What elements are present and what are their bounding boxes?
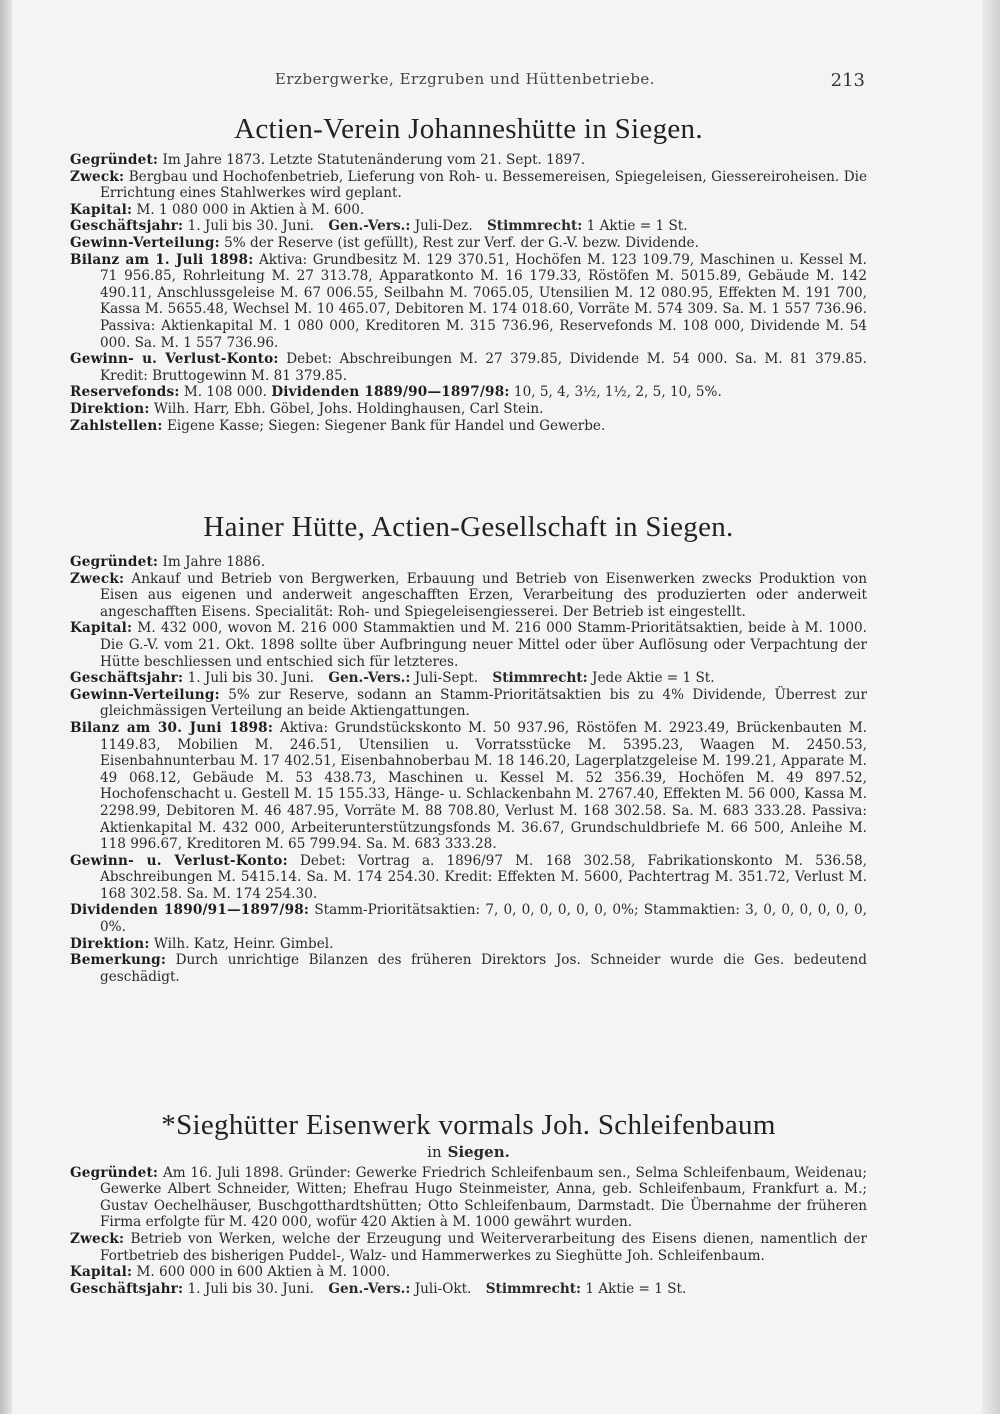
capital-line [70,620,867,670]
purpose-line [70,1231,867,1264]
fiscal-year-label: Geschäftsjahr: [70,218,184,235]
founded-text: Im Jahre 1886. [162,554,266,570]
capital-text: M. 432 000, wovon M. 216 000 Stammaktien und M. 216 000 Stamm-Prioritätsaktien, beide à M. 1000. Die G.-V. vom 21. Okt. 1898 sollte über Aufbringung neuer Mittel oder über Auflösung oder Verpachtung der Hütte beschliessen und entschied sich für letzteres. [100,620,867,670]
scan-left-edge [0,0,12,1414]
company-title: Actien-Verein Johanneshütte in Siegen. [234,113,703,145]
directorate-label: Direktion: [70,935,150,952]
fiscal-year-text: 1. Juli bis 30. Juni. [187,670,315,687]
purpose-text: Betrieb von Werken, welche der Erzeugung und Weiterverarbeitung des Eisens dienen, namentlich der Fortbetrieb des bisherigen Puddel-, Walz- und Hammerwerkes zu Sieghütte Joh. Schleifenbaum. [100,1230,867,1264]
dividends-text: 10, 5, 4, 3½, 1½, 2, 5, 10, 5%. [513,384,722,401]
location-place: Siegen. [447,1143,510,1161]
balance-label: Bilanz am 1. Juli 1898: [70,251,254,268]
balance-label: Bilanz am 30. Juni 1898: [70,719,274,736]
founded-line [70,554,867,571]
reserve-fund-line [70,384,867,401]
profit-distribution-line [70,687,867,720]
page-number: 213 [830,70,865,91]
purpose-label: Zweck: [70,570,125,587]
profit-loss-text: Debet: Vortrag a. 1896/97 M. 168 302.58, Fabrikationskonto M. 536.58, Abschreibungen M. 5415.14. Sa. M. 174 254.30. Kredit: Effekten M. 5600, Pachtertrag M. 351.72, Verlust M. 168 302.58. Sa. M. 174 254.30. [100,852,867,902]
dividends-label: Dividenden 1890/91—1897/98: [70,902,310,919]
profit-distribution-label: Gewinn-Verteilung: [70,234,220,251]
directorate-line [70,936,867,953]
founded-label: Gegründet: [70,152,159,168]
company-title: Hainer Hütte, Actien-Gesellschaft in Siegen. [203,511,734,543]
company-title: *Sieghütter Eisenwerk vormals Joh. Schleifenbaum [161,1109,776,1141]
purpose-line [70,571,867,621]
founded-text: Am 16. Juli 1898. Gründer: Gewerke Friedrich Schleifenbaum sen., Selma Schleifenbaum, Weidenau; Gewerke Albert Schneider, Witten; Ehefrau Hugo Steinmeister, Anna, geb. Schleifenbaum, Frankfurt a. M.; Gustav Oechelhäuser, Buschgotthardtshütten; Otto Schleifenbaum, Darmstadt. Die Übernahme der früheren Firma erfolgte für M. 420 000, wofür 420 Aktien à M. 1000 gewährt wurden. [100,1164,867,1231]
general-meeting-text: Juli-Sept. [414,670,479,687]
fiscal-year-text: 1. Juli bis 30. Juni. [187,218,315,235]
capital-text: M. 600 000 in 600 Aktien à M. 1000. [136,1264,391,1281]
company-entry-sieghuetter-eisenwerk [70,1108,867,1297]
capital-label: Kapital: [70,201,133,218]
reserve-fund-text: M. 108 000. [183,384,267,401]
directorate-line [70,401,867,418]
fiscal-year-line [70,1281,867,1298]
paying-agents-text: Eigene Kasse; Siegen: Siegener Bank für Handel und Gewerbe. [166,417,606,434]
profit-distribution-text: 5% zur Reserve, sodann an Stamm-Prioritätsaktien bis zu 4% Dividende, Überrest zur gleichmässigen Verteilung an beide Aktiengattungen. [100,686,868,720]
directorate-text: Wilh. Harr, Ebh. Göbel, Johs. Holdinghausen, Carl Stein. [153,400,544,417]
voting-right-text: 1 Aktie = 1 St. [585,1280,687,1297]
purpose-text: Ankauf und Betrieb von Bergwerken, Erbauung und Betrieb von Eisenwerken zwecks Produktion von Eisen aus eigenen und anderweit angeschafften Erzen, Verarbeitung des produzierten oder anderweit angeschafften Eisens. Specialität: Roh- und Spiegeleisengiesserei. Der Betrieb ist eingestellt. [100,570,867,620]
capital-line [70,202,867,219]
directorate-label: Direktion: [70,400,150,417]
founded-line [70,1165,867,1231]
capital-label: Kapital: [70,1264,133,1281]
purpose-text: Bergbau und Hochofenbetrieb, Lieferung von Roh- u. Bessemereisen, Spiegeleisen, Giessereiroheisen. Die Errichtung eines Stahlwerkes wird geplant. [100,168,867,202]
company-location [70,1144,867,1161]
founded-text: Im Jahre 1873. Letzte Statutenänderung vom 21. Sept. 1897. [162,152,586,168]
running-header [0,70,1000,94]
running-title: Erzbergwerke, Erzgruben und Hüttenbetriebe. [274,70,656,88]
location-prefix: in [427,1143,442,1161]
profit-loss-label: Gewinn- u. Verlust-Konto: [70,852,288,869]
voting-right-label: Stimmrecht: [492,670,588,687]
fiscal-year-text: 1. Juli bis 30. Juni. [187,1280,315,1297]
remark-label: Bemerkung: [70,952,167,969]
remark-text: Durch unrichtige Bilanzen des früheren Direktors Jos. Schneider wurde die Ges. bedeutend geschädigt. [100,952,867,985]
voting-right-text: Jede Aktie = 1 St. [592,670,715,687]
profit-loss-line [70,853,867,903]
balance-text: Aktiva: Grundstückskonto M. 50 937.96, Röstöfen M. 2923.49, Brückenbauten M. 1149.83, Mobilien M. 246.51, Utensilien u. Vorratsstücke M. 5395.23, Waagen M. 2450.53, Eisenbahnunterbau M. 17 402.51, Eisenbahnoberbau M. 18 146.20, Lagerplatzgeleise M. 199.21, Apparate M. 49 068.12, Gebäude M. 53 438.73, Maschinen u. Kessel M. 52 356.39, Hochöfen M. 49 897.52, Hochofenschacht u. Gestell M. 15 155.33, Hänge- u. Schlackenbahn M. 2767.40, Effekten M. 56 000, Kassa M. 2298.99, Debitoren M. 46 487.95, Vorräte M. 88 708.80, Verlust M. 168 302.58. Sa. M. 683 333.28. Passiva: Aktienkapital M. 432 000, Arbeiterunterstützungsfonds M. 36.67, Grundschuldbriefe M. 66 500, Anleihe M. 118 996.67, Kreditoren M. 65 799.94. Sa. M. 683 333.28. [100,719,867,853]
balance-line [70,720,867,853]
purpose-label: Zweck: [70,1230,125,1247]
fiscal-year-line [70,670,867,687]
profit-loss-line [70,351,867,384]
capital-line [70,1264,867,1281]
dividends-label: Dividenden 1889/90—1897/98: [271,384,510,401]
profit-loss-text: Debet: Abschreibungen M. 27 379.85, Dividende M. 54 000. Sa. M. 81 379.85. Kredit: Bruttogewinn M. 81 379.85. [100,351,867,384]
capital-label: Kapital: [70,620,133,637]
paying-agents-line [70,418,867,435]
purpose-line [70,169,867,202]
balance-line [70,252,867,352]
fiscal-year-line [70,218,867,235]
reserve-fund-label: Reservefonds: [70,384,180,401]
company-entry-hainer-huette [70,510,867,985]
voting-right-text: 1 Aktie = 1 St. [586,218,688,235]
dividends-line [70,902,867,935]
directorate-text: Wilh. Katz, Heinr. Gimbel. [153,935,334,952]
scan-right-edge [982,0,1000,1414]
fiscal-year-label: Geschäftsjahr: [70,1280,184,1297]
general-meeting-label: Gen.-Vers.: [328,670,411,687]
dividends-text: Stamm-Prioritätsaktien: 7, 0, 0, 0, 0, 0, 0, 0%; Stammaktien: 3, 0, 0, 0, 0, 0, 0, 0%. [100,902,867,936]
voting-right-label: Stimmrecht: [486,218,583,235]
capital-text: M. 1 080 000 in Aktien à M. 600. [136,201,365,218]
founded-label: Gegründet: [70,1164,159,1181]
purpose-label: Zweck: [70,168,125,185]
voting-right-label: Stimmrecht: [485,1280,582,1297]
paying-agents-label: Zahlstellen: [70,417,163,434]
profit-distribution-text: 5% der Reserve (ist gefüllt), Rest zur Verf. der G.-V. bezw. Dividende. [224,234,699,251]
balance-text: Aktiva: Grundbesitz M. 129 370.51, Hochöfen M. 123 109.79, Maschinen u. Kessel M. 71 956.85, Rohrleitung M. 27 313.78, Apparatkonto M. 16 179.33, Röstöfen M. 5015.89, Gebäude M. 142 490.11, Anschlussgeleise M. 67 006.55, Seilbahn M. 7065.05, Utensilien M. 12 080.95, Effekten M. 191 700, Kassa M. 5655.48, Wechsel M. 10 465.07, Debitoren M. 174 018.60, Vorräte M. 574 309. Sa. M. 1 557 736.96. Passiva: Aktienkapital M. 1 080 000, Kreditoren M. 315 736.96, Reservefonds M. 108 000, Dividende M. 54 000. Sa. M. 1 557 736.96. [100,251,868,351]
general-meeting-text: Juli-Okt. [414,1280,472,1297]
founded-line [70,152,867,169]
general-meeting-label: Gen.-Vers.: [328,218,411,235]
fiscal-year-label: Geschäftsjahr: [70,670,184,687]
general-meeting-label: Gen.-Vers.: [328,1280,411,1297]
remark-line [70,952,867,985]
profit-loss-label: Gewinn- u. Verlust-Konto: [70,351,279,368]
general-meeting-text: Juli-Dez. [414,218,473,235]
profit-distribution-label: Gewinn-Verteilung: [70,686,220,703]
company-entry-johanneshuette [70,112,867,434]
profit-distribution-line [70,235,867,252]
founded-label: Gegründet: [70,554,159,570]
